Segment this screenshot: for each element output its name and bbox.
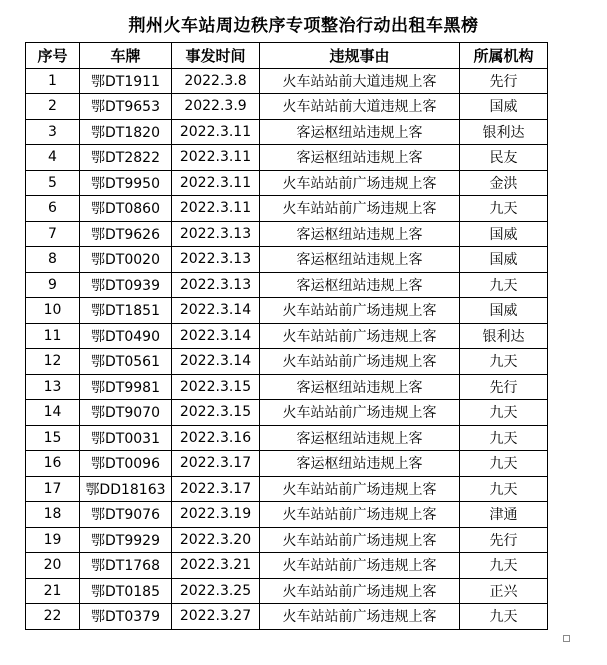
cell-org: 九天 [460, 604, 548, 630]
cell-event: 客运枢纽站违规上客 [260, 247, 460, 273]
cell-index: 12 [26, 349, 80, 375]
cell-plate: 鄂DT0020 [80, 247, 172, 273]
cell-org: 九天 [460, 349, 548, 375]
cell-index: 4 [26, 145, 80, 171]
cell-date: 2022.3.13 [172, 247, 260, 273]
table-row [26, 502, 548, 528]
cell-org: 民友 [460, 145, 548, 171]
cell-org: 先行 [460, 374, 548, 400]
cell-plate: 鄂DT9929 [80, 527, 172, 553]
table-header-row [26, 43, 548, 69]
cell-event: 客运枢纽站违规上客 [260, 451, 460, 477]
cell-date: 2022.3.17 [172, 476, 260, 502]
cell-plate: 鄂DT0185 [80, 578, 172, 604]
cell-event: 火车站站前大道违规上客 [260, 68, 460, 94]
cell-plate: 鄂DT1768 [80, 553, 172, 579]
cell-event: 客运枢纽站违规上客 [260, 425, 460, 451]
table-row [26, 400, 548, 426]
cell-date: 2022.3.11 [172, 170, 260, 196]
table-row [26, 145, 548, 171]
cell-org: 先行 [460, 68, 548, 94]
cell-date: 2022.3.21 [172, 553, 260, 579]
cell-org: 九天 [460, 272, 548, 298]
table-row [26, 425, 548, 451]
cell-date: 2022.3.19 [172, 502, 260, 528]
cell-org: 国威 [460, 247, 548, 273]
cell-date: 2022.3.20 [172, 527, 260, 553]
cell-date: 2022.3.11 [172, 145, 260, 171]
cell-event: 客运枢纽站违规上客 [260, 145, 460, 171]
cell-date: 2022.3.14 [172, 349, 260, 375]
cell-index: 5 [26, 170, 80, 196]
table-row [26, 604, 548, 630]
column-header-date: 事发时间 [172, 43, 260, 69]
table-row [26, 170, 548, 196]
table-row [26, 298, 548, 324]
table-row [26, 196, 548, 222]
cell-event: 火车站站前大道违规上客 [260, 94, 460, 120]
cell-date: 2022.3.8 [172, 68, 260, 94]
cell-org: 九天 [460, 425, 548, 451]
cell-date: 2022.3.25 [172, 578, 260, 604]
cell-plate: 鄂DT2822 [80, 145, 172, 171]
table-row [26, 221, 548, 247]
table-row [26, 451, 548, 477]
cell-org: 国威 [460, 94, 548, 120]
cell-plate: 鄂DT0379 [80, 604, 172, 630]
cell-event: 火车站站前广场违规上客 [260, 502, 460, 528]
cell-index: 20 [26, 553, 80, 579]
document-title: 荆州火车站周边秩序专项整治行动出租车黑榜 [128, 16, 479, 36]
cell-plate: 鄂DT9070 [80, 400, 172, 426]
cell-event: 火车站站前广场违规上客 [260, 476, 460, 502]
cell-index: 8 [26, 247, 80, 273]
table-row [26, 94, 548, 120]
cell-index: 18 [26, 502, 80, 528]
cell-index: 13 [26, 374, 80, 400]
cell-date: 2022.3.11 [172, 119, 260, 145]
blacklist-table [25, 42, 548, 630]
cell-org: 九天 [460, 196, 548, 222]
cell-event: 火车站站前广场违规上客 [260, 553, 460, 579]
cell-plate: 鄂DT0561 [80, 349, 172, 375]
cell-index: 9 [26, 272, 80, 298]
cell-event: 火车站站前广场违规上客 [260, 323, 460, 349]
cell-index: 1 [26, 68, 80, 94]
column-header-event: 违规事由 [260, 43, 460, 69]
table-row [26, 323, 548, 349]
cell-index: 22 [26, 604, 80, 630]
cell-plate: 鄂DT0031 [80, 425, 172, 451]
column-header-plate: 车牌 [80, 43, 172, 69]
cell-event: 火车站站前广场违规上客 [260, 298, 460, 324]
table-row [26, 527, 548, 553]
cell-index: 15 [26, 425, 80, 451]
cell-event: 火车站站前广场违规上客 [260, 527, 460, 553]
column-header-org: 所属机构 [460, 43, 548, 69]
cell-plate: 鄂DT0096 [80, 451, 172, 477]
cell-org: 九天 [460, 476, 548, 502]
cell-org: 九天 [460, 553, 548, 579]
cell-date: 2022.3.16 [172, 425, 260, 451]
cell-date: 2022.3.9 [172, 94, 260, 120]
cell-event: 火车站站前广场违规上客 [260, 196, 460, 222]
cell-index: 7 [26, 221, 80, 247]
table-row [26, 272, 548, 298]
table-body [26, 68, 548, 629]
table-row [26, 476, 548, 502]
cell-index: 6 [26, 196, 80, 222]
cell-event: 客运枢纽站违规上客 [260, 272, 460, 298]
cell-plate: 鄂DT9626 [80, 221, 172, 247]
table-row [26, 119, 548, 145]
cell-plate: 鄂DT0860 [80, 196, 172, 222]
cell-index: 21 [26, 578, 80, 604]
cell-event: 火车站站前广场违规上客 [260, 349, 460, 375]
table-row [26, 247, 548, 273]
cell-index: 11 [26, 323, 80, 349]
cell-plate: 鄂DT1851 [80, 298, 172, 324]
cell-event: 客运枢纽站违规上客 [260, 119, 460, 145]
cell-index: 17 [26, 476, 80, 502]
cell-event: 火车站站前广场违规上客 [260, 400, 460, 426]
cell-plate: 鄂DT9653 [80, 94, 172, 120]
cell-org: 国威 [460, 221, 548, 247]
cell-index: 19 [26, 527, 80, 553]
cell-org: 正兴 [460, 578, 548, 604]
corner-mark [563, 635, 570, 642]
table-row [26, 578, 548, 604]
cell-org: 先行 [460, 527, 548, 553]
cell-org: 津通 [460, 502, 548, 528]
cell-plate: 鄂DT1820 [80, 119, 172, 145]
table-row [26, 349, 548, 375]
cell-date: 2022.3.15 [172, 374, 260, 400]
table-row [26, 68, 548, 94]
cell-date: 2022.3.27 [172, 604, 260, 630]
cell-index: 16 [26, 451, 80, 477]
table-row [26, 553, 548, 579]
cell-org: 金洪 [460, 170, 548, 196]
cell-event: 火车站站前广场违规上客 [260, 604, 460, 630]
cell-event: 火车站站前广场违规上客 [260, 170, 460, 196]
cell-org: 九天 [460, 451, 548, 477]
cell-index: 14 [26, 400, 80, 426]
cell-event: 火车站站前广场违规上客 [260, 578, 460, 604]
cell-index: 2 [26, 94, 80, 120]
cell-plate: 鄂DT9950 [80, 170, 172, 196]
cell-date: 2022.3.13 [172, 221, 260, 247]
cell-date: 2022.3.11 [172, 196, 260, 222]
cell-date: 2022.3.13 [172, 272, 260, 298]
cell-date: 2022.3.15 [172, 400, 260, 426]
cell-index: 3 [26, 119, 80, 145]
cell-date: 2022.3.14 [172, 323, 260, 349]
column-header-index: 序号 [26, 43, 80, 69]
table-row [26, 374, 548, 400]
cell-plate: 鄂DD18163 [80, 476, 172, 502]
cell-org: 国威 [460, 298, 548, 324]
cell-plate: 鄂DT0490 [80, 323, 172, 349]
cell-index: 10 [26, 298, 80, 324]
cell-org: 银利达 [460, 119, 548, 145]
cell-plate: 鄂DT1911 [80, 68, 172, 94]
cell-date: 2022.3.17 [172, 451, 260, 477]
cell-plate: 鄂DT0939 [80, 272, 172, 298]
cell-org: 银利达 [460, 323, 548, 349]
cell-date: 2022.3.14 [172, 298, 260, 324]
cell-event: 客运枢纽站违规上客 [260, 221, 460, 247]
cell-event: 客运枢纽站违规上客 [260, 374, 460, 400]
cell-org: 九天 [460, 400, 548, 426]
cell-plate: 鄂DT9981 [80, 374, 172, 400]
cell-plate: 鄂DT9076 [80, 502, 172, 528]
